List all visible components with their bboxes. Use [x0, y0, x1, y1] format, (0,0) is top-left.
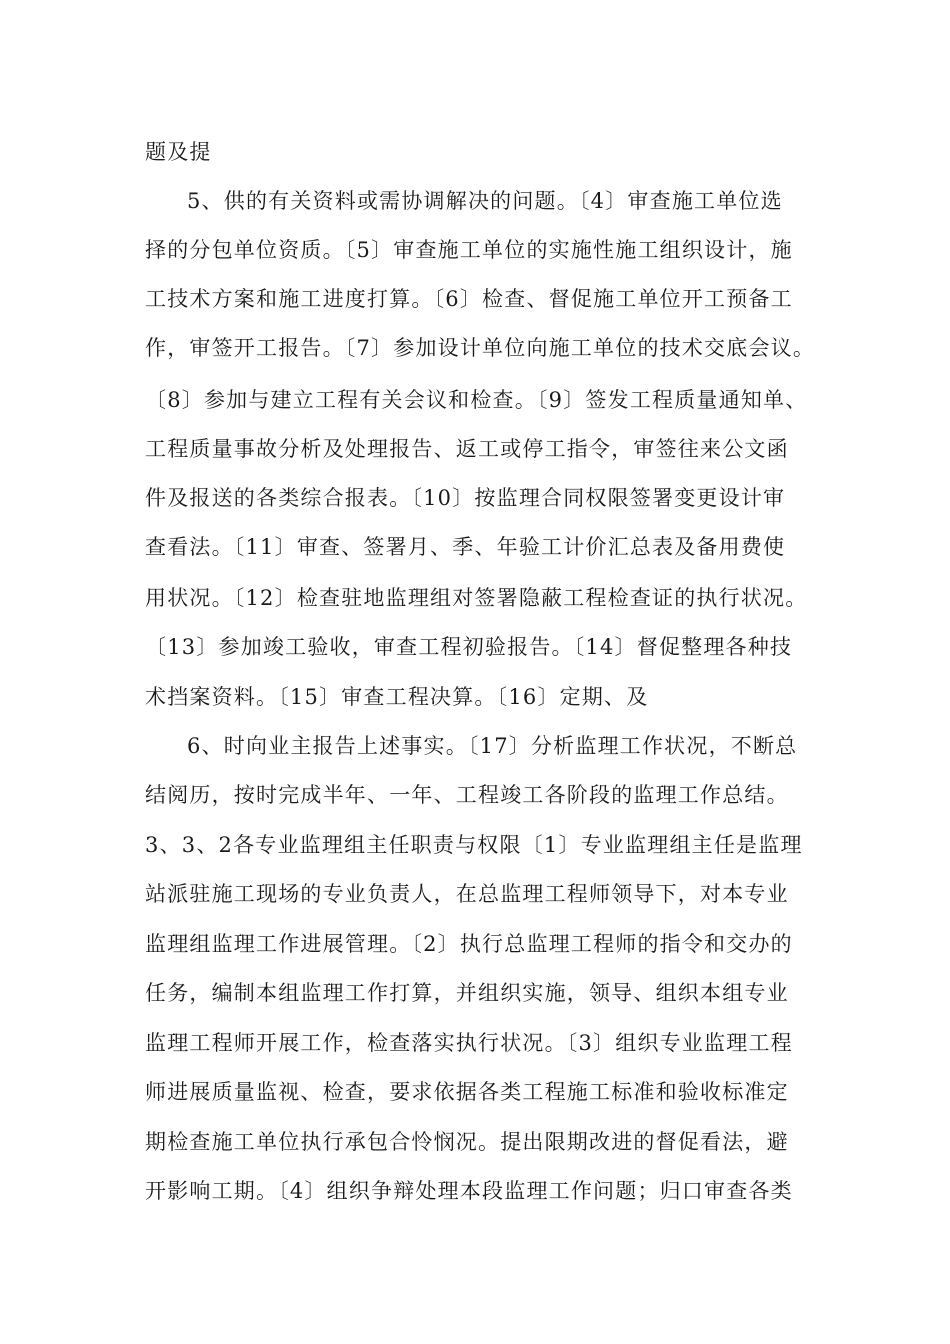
text-line: 〔8〕参加与建立工程有关会议和检查。〔9〕签发工程质量通知单、 — [145, 388, 808, 412]
text-line: 监理组监理工作进展管理。〔2〕执行总监理工程师的指令和交办的 — [145, 932, 793, 956]
text-line: 工技术方案和施工进度打算。〔6〕检查、督促施工单位开工预备工 — [145, 287, 793, 311]
text-line: 用状况。〔12〕检查驻地监理组对签署隐蔽工程检查证的执行状况。 — [145, 586, 808, 610]
text-line: 工程质量事故分析及处理报告、返工或停工指令，审签往来公文函 — [145, 437, 789, 461]
text-line: 5、供的有关资料或需协调解决的问题。〔4〕审查施工单位选 — [187, 189, 783, 213]
text-line: 术挡案资料。〔15〕审查工程决算。〔16〕定期、及 — [145, 685, 649, 709]
text-line: 结阅历，按时完成半年、一年、工程竣工各阶段的监理工作总结。 — [145, 783, 789, 807]
text-line: 6、时向业主报告上述事实。〔17〕分析监理工作状况，不断总 — [187, 734, 798, 758]
text-line: 件及报送的各类综合报表。〔10〕按监理合同权限签署变更设计审 — [145, 486, 786, 510]
text-line: 师进展质量监视、检查，要求依据各类工程施工标准和验收标准定 — [145, 1080, 789, 1104]
text-line: 期检查施工单位执行承包合怜悯况。提出限期改进的督促看法，避 — [145, 1130, 789, 1154]
text-line: 择的分包单位资质。〔5〕审查施工单位的实施性施工组织设计，施 — [145, 238, 793, 262]
text-line: 任务，编制本组监理工作打算，并组织实施，领导、组织本组专业 — [145, 981, 789, 1005]
text-line: 〔13〕参加竣工验收，审查工程初验报告。〔14〕督促整理各种技 — [145, 635, 793, 659]
text-line: 题及提 — [145, 140, 212, 164]
text-line: 站派驻施工现场的专业负责人，在总监理工程师领导下，对本专业 — [145, 882, 789, 906]
text-line: 3、3、2各专业监理组主任职责与权限〔1〕专业监理组主任是监理 — [145, 833, 803, 857]
text-line: 监理工程师开展工作，检查落实执行状况。〔3〕组织专业监理工程 — [145, 1031, 793, 1055]
text-line: 作，审签开工报告。〔7〕参加设计单位向施工单位的技术交底会议。 — [145, 336, 816, 360]
text-line: 开影响工期。〔4〕组织争辩处理本段监理工作问题；归口审查各类 — [145, 1179, 793, 1203]
text-line: 查看法。〔11〕审查、签署月、季、年验工计价汇总表及备用费使 — [145, 535, 786, 559]
